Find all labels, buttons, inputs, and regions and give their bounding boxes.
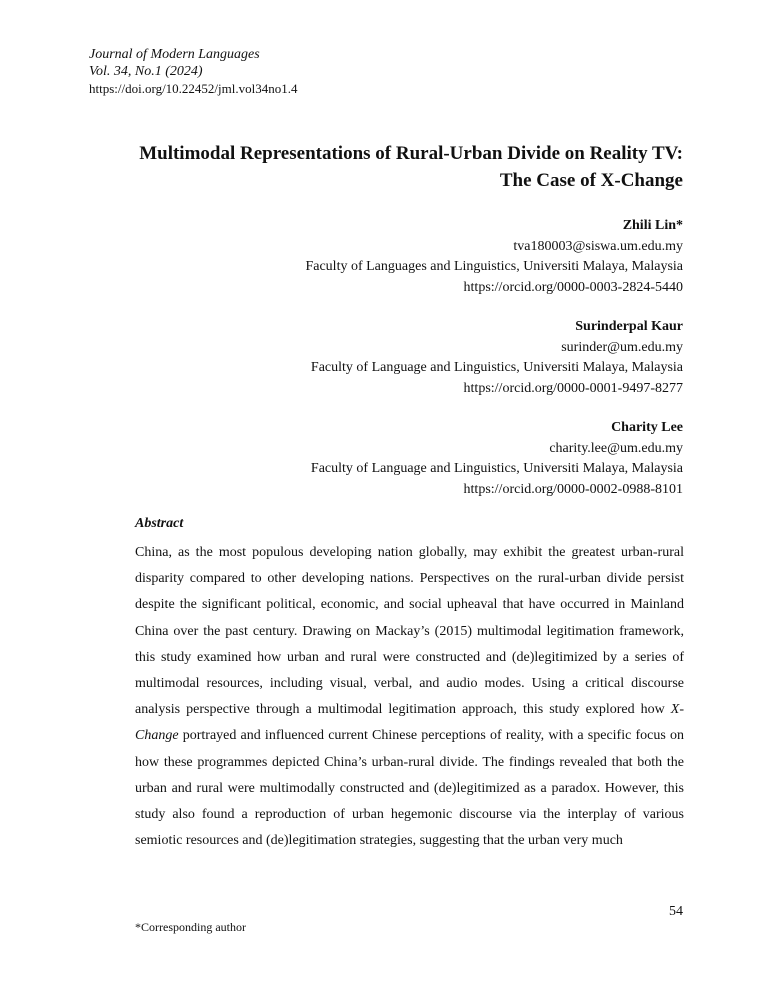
- journal-header: [89, 46, 298, 97]
- author-block-1: [123, 216, 683, 298]
- author-block-3: [123, 418, 683, 500]
- author-email[interactable]: charity.lee@um.edu.my: [549, 440, 683, 456]
- author-block-2: [123, 317, 683, 399]
- paper-title-line-1: Multimodal Representations of Rural-Urban Divide on Reality TV:: [139, 143, 683, 164]
- journal-name: Journal of Modern Languages: [89, 47, 260, 62]
- page-number: 54: [669, 904, 683, 919]
- journal-doi-link[interactable]: https://doi.org/10.22452/jml.vol34no1.4: [89, 81, 298, 96]
- author-orcid-link[interactable]: https://orcid.org/0000-0001-9497-8277: [463, 380, 683, 396]
- author-orcid-link[interactable]: https://orcid.org/0000-0002-0988-8101: [463, 481, 683, 497]
- abstract-program-title: X-Change: [135, 702, 684, 744]
- author-affiliation: Faculty of Languages and Linguistics, Universiti Malaya, Malaysia: [305, 259, 683, 274]
- paper-title-line-2: The Case of X-Change: [499, 170, 683, 191]
- author-name: Charity Lee: [611, 420, 683, 435]
- abstract-text-part-2: portrayed and influenced current Chinese perceptions of reality, with a specific focus on how these programmes depicted China’s urban-rural divide. The findings revealed that both the urban and rural were multimodally constructed and (de)legitimized as a paradox. However, this study also found a reproduction of urban hegemonic discourse via the interplay of various semiotic resources and (de)legitimation strategies, suggesting that the urban very much: [135, 728, 684, 849]
- abstract-heading: Abstract: [135, 516, 184, 531]
- footnote: *Corresponding author: [135, 920, 246, 934]
- author-affiliation: Faculty of Language and Linguistics, Universiti Malaya, Malaysia: [310, 360, 683, 375]
- journal-volume: Vol. 34, No.1 (2024): [89, 64, 203, 79]
- author-email[interactable]: surinder@um.edu.my: [561, 339, 683, 355]
- author-affiliation: Faculty of Language and Linguistics, Universiti Malaya, Malaysia: [310, 461, 683, 476]
- author-name: Surinderpal Kaur: [575, 319, 683, 334]
- author-email[interactable]: tva180003@siswa.um.edu.my: [513, 238, 683, 254]
- abstract-text-part-1: China, as the most populous developing nation globally, may exhibit the greatest urban-rural disparity compared to other developing nations. Perspectives on the rural-urban divide persist despite the significant political, economic, and social upheaval that have occurred in Mainland China over the past century. Drawing on Mackay’s (2015) multimodal legitimation framework, this study examined how urban and rural were constructed and (de)legitimized by a series of multimodal resources, including visual, verbal, and audio modes. Using a critical discourse analysis perspective through a multimodal legitimation approach, this study explored how: [135, 545, 684, 718]
- paper-title: [43, 140, 683, 194]
- abstract-body: [135, 540, 684, 854]
- author-name: Zhili Lin*: [622, 218, 683, 233]
- author-orcid-link[interactable]: https://orcid.org/0000-0003-2824-5440: [463, 279, 683, 295]
